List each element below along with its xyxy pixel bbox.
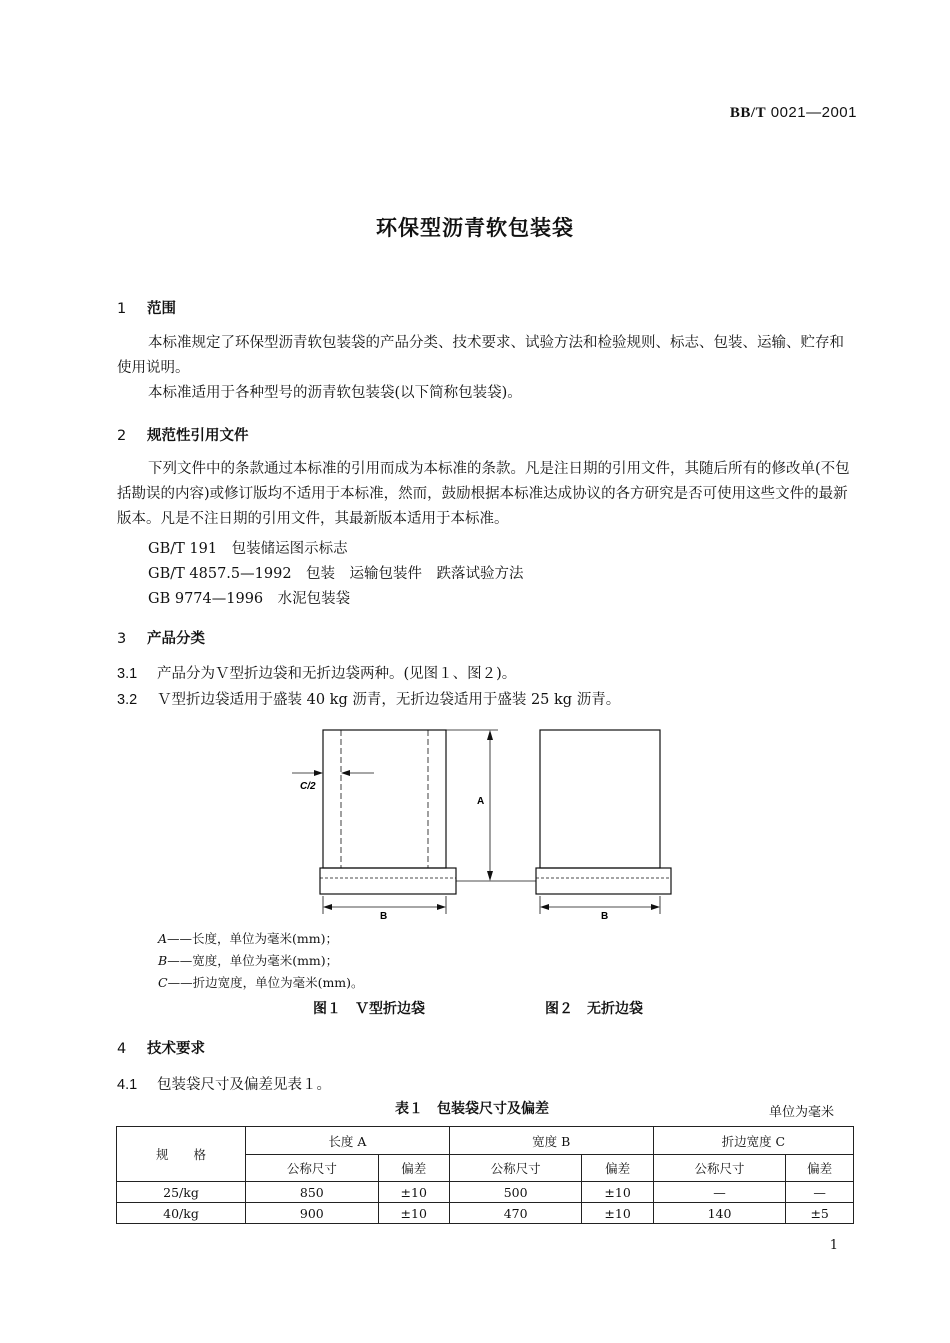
standard-code bbox=[730, 104, 857, 122]
clause-3-1: 3.1 产品分为Ｖ型折边袋和无折边袋两种。(见图１、图２)。 bbox=[117, 666, 517, 682]
cell-width: 470 bbox=[449, 1203, 582, 1224]
cell-width-tol: ±10 bbox=[582, 1182, 653, 1203]
legend-c: C——折边宽度，单位为毫米(mm)。 bbox=[158, 975, 364, 990]
header-length: 长度 A bbox=[246, 1127, 450, 1155]
cell-spec: 25/kg bbox=[117, 1182, 246, 1203]
sub-header: 公称尺寸 bbox=[653, 1155, 786, 1182]
section-1-paragraph-1: 本标准规定了环保型沥青软包装袋的产品分类、技术要求、试验方法和检验规则、标志、包装、运输、贮存和使用说明。 bbox=[117, 335, 844, 376]
cell-length-tol: ±10 bbox=[378, 1182, 449, 1203]
cell-fold: 140 bbox=[653, 1203, 786, 1224]
plain-bag-body bbox=[540, 730, 660, 868]
cell-length: 900 bbox=[246, 1203, 379, 1224]
cell-fold-tol: ±5 bbox=[786, 1203, 854, 1224]
sub-header: 公称尺寸 bbox=[449, 1155, 582, 1182]
dimensions-table bbox=[116, 1126, 854, 1224]
document-title: 环保型沥青软包装袋 bbox=[376, 216, 574, 240]
reference-item: GB/T 4857.5—1992 包装 运输包装件 跌落试验方法 bbox=[148, 566, 524, 582]
table-title: 表１ 包装袋尺寸及偏差 bbox=[395, 1101, 549, 1117]
plain-bag-base bbox=[536, 868, 671, 894]
v-fold-bag-base bbox=[320, 868, 456, 894]
header-fold: 折边宽度 C bbox=[653, 1127, 853, 1155]
legend-b: B——宽度，单位为毫米(mm)； bbox=[158, 953, 339, 968]
standard-prefix: BB/T bbox=[729, 105, 767, 121]
cell-length-tol: ±10 bbox=[378, 1203, 449, 1224]
cell-width: 500 bbox=[449, 1182, 582, 1203]
sub-header: 偏差 bbox=[378, 1155, 449, 1182]
clause-4-1: 4.1 包装袋尺寸及偏差见表１。 bbox=[117, 1077, 331, 1093]
sub-header: 偏差 bbox=[786, 1155, 854, 1182]
label-a: A bbox=[477, 796, 485, 807]
section-1-paragraph-2: 本标准适用于各种型号的沥青软包装袋(以下简称包装袋)。 bbox=[148, 385, 522, 401]
label-b-fig1: B bbox=[380, 911, 388, 922]
cell-width-tol: ±10 bbox=[582, 1203, 653, 1224]
reference-item: GB/T 191 包装储运图示标志 bbox=[148, 541, 348, 557]
cell-fold-tol: — bbox=[786, 1182, 854, 1203]
table-unit: 单位为毫米 bbox=[769, 1105, 835, 1120]
bag-diagram bbox=[280, 722, 690, 922]
cell-length: 850 bbox=[246, 1182, 379, 1203]
label-c-half: C/2 bbox=[300, 781, 316, 792]
clause-3-2: 3.2 Ｖ型折边袋适用于盛装 40 kg 沥青，无折边袋适用于盛装 25 kg 沥青。 bbox=[117, 692, 621, 708]
section-3-heading: 3 产品分类 bbox=[117, 631, 205, 647]
cell-spec: 40/kg bbox=[117, 1203, 246, 1224]
figure-1-caption: 图１ Ｖ型折边袋 bbox=[313, 1001, 425, 1017]
header-width: 宽度 B bbox=[449, 1127, 653, 1155]
header-spec: 规 格 bbox=[117, 1127, 246, 1182]
legend-a: A——长度，单位为毫米(mm)； bbox=[158, 931, 338, 946]
sub-header: 公称尺寸 bbox=[246, 1155, 379, 1182]
label-b-fig2: B bbox=[601, 911, 609, 922]
figure-2-caption: 图２ 无折边袋 bbox=[545, 1001, 643, 1017]
table-row bbox=[117, 1182, 854, 1203]
section-2-heading: 2 规范性引用文件 bbox=[117, 428, 249, 444]
section-1-heading: 1 范围 bbox=[117, 301, 176, 317]
sub-header: 偏差 bbox=[582, 1155, 653, 1182]
v-fold-bag-body bbox=[323, 730, 446, 868]
standard-number: 0021—2001 bbox=[770, 104, 857, 121]
cell-fold: — bbox=[653, 1182, 786, 1203]
page-number: 1 bbox=[829, 1238, 838, 1253]
section-4-heading: 4 技术要求 bbox=[117, 1041, 205, 1057]
reference-item: GB 9774—1996 水泥包装袋 bbox=[148, 591, 351, 607]
table-row bbox=[117, 1203, 854, 1224]
section-2-paragraph: 下列文件中的条款通过本标准的引用而成为本标准的条款。凡是注日期的引用文件，其随后所有的修改单(不包括勘误的内容)或修订版均不适用于本标准，然而，鼓励根据本标准达成协议的各方研究是否可使用这些文件的最新版本。凡是不注日期的引用文件，其最新版本适用于本标准。 bbox=[117, 461, 850, 527]
